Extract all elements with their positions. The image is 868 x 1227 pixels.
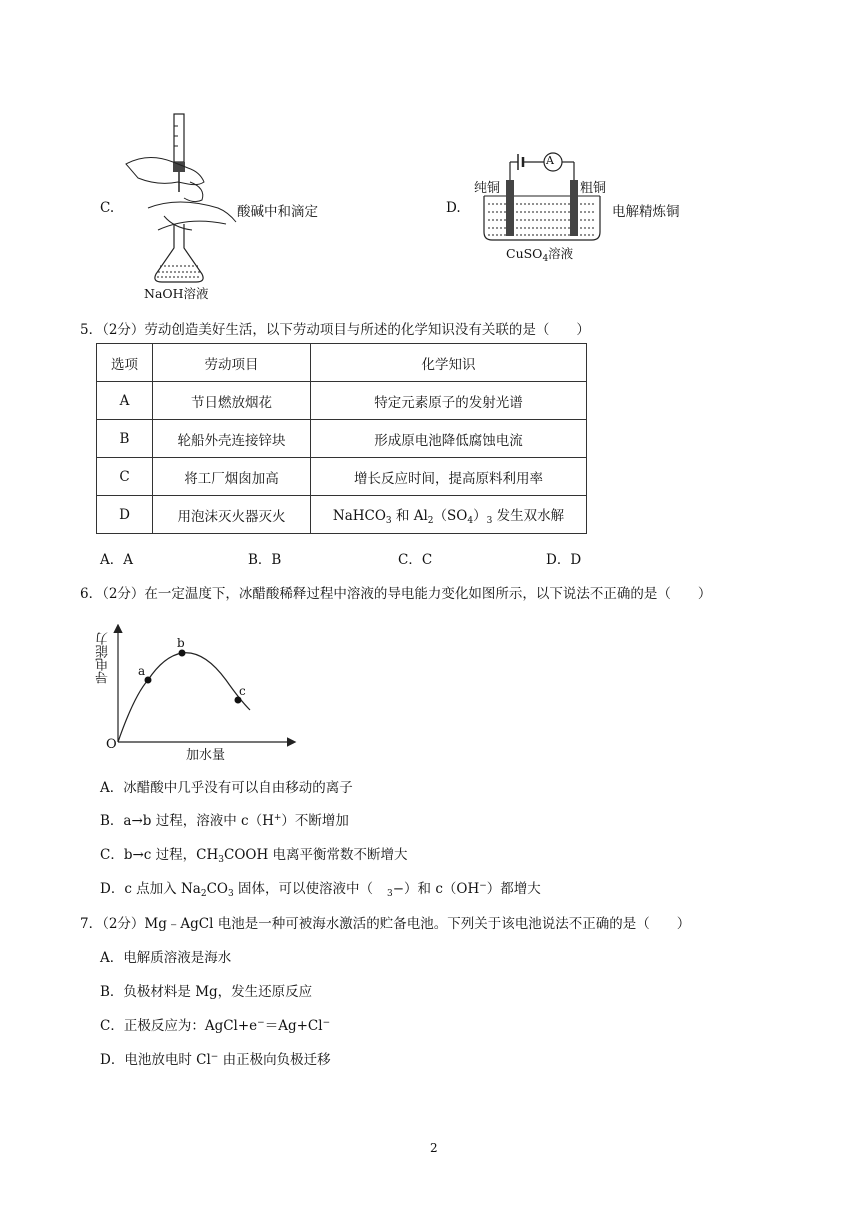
table-header-cell: 选项 — [97, 344, 153, 382]
q5-stem: 5．（2分）劳动创造美好生活，以下劳动项目与所述的化学知识没有关联的是（ ） — [80, 322, 590, 338]
point-a — [145, 677, 152, 684]
q4-option-c-caption: 酸碱中和滴定 — [237, 204, 318, 220]
q5-answer-a: A．A — [100, 552, 133, 568]
point-a-label: a — [138, 664, 146, 678]
table-row — [97, 420, 587, 458]
flask-label: NaOH溶液 — [144, 286, 209, 301]
y-axis-label: 导电能力 — [96, 632, 111, 684]
q6-option-a: A．冰醋酸中几乎没有可以自由移动的离子 — [100, 780, 353, 796]
conductivity-graph — [100, 624, 300, 764]
q4-option-c-letter: C. — [100, 200, 115, 216]
point-b — [179, 650, 186, 657]
q5-answer-c: C．C — [398, 552, 433, 568]
table-row — [97, 458, 587, 496]
q6-option-d: D．c 点加入 $Na_2CO_3$ 固体，可以使溶液中（ $_3$−）和 c（OH−）都增大 — [100, 881, 541, 899]
table-cell-activity: 用泡沫灭火器灭火 — [153, 496, 311, 534]
table-row — [97, 496, 587, 534]
q6-option-b: B．a→b 过程，溶液中 c（H+）不断增加 — [100, 813, 349, 829]
q4-option-d-caption: 电解精炼铜 — [612, 204, 680, 220]
table-header-cell: 化学知识 — [311, 344, 587, 382]
titration-apparatus-illustration — [118, 112, 238, 302]
table-cell-knowledge: 特定元素原子的发射光谱 — [311, 382, 587, 420]
q5-answer-b: B．B — [248, 552, 282, 568]
solution-label: CuSO$_4$溶液 — [506, 246, 574, 264]
table-cell-activity: 节日燃放烟花 — [153, 382, 311, 420]
q7-option-b: B．负极材料是 Mg，发生还原反应 — [100, 984, 313, 1000]
table-header-row — [97, 344, 587, 382]
table-cell-knowledge: NaHCO$_3$ 和 $Al_2(SO_4)_3$ 发生双水解 — [311, 496, 587, 534]
q5-table — [96, 343, 587, 534]
q7-stem: 7．（2分）Mg﹣AgCl 电池是一种可被海水激活的贮备电池。下列关于该电池说法不正确的是（ ） — [80, 916, 691, 932]
q7-option-d: D．电池放电时 Cl− 由正极向负极迁移 — [100, 1052, 331, 1068]
table-cell-option: D — [97, 496, 153, 534]
q6-option-c: C．b→c 过程，$CH_3COOH$ 电离平衡常数不断增大 — [100, 847, 408, 865]
table-cell-knowledge: 形成原电池降低腐蚀电流 — [311, 420, 587, 458]
q5-answer-d: D．D — [546, 552, 582, 568]
point-b-label: b — [177, 636, 185, 650]
right-electrode-label: 粗铜 — [580, 181, 607, 196]
x-axis-label: 加水量 — [186, 748, 226, 763]
q4-option-d-letter: D. — [446, 200, 461, 216]
ammeter-label: A — [546, 154, 554, 167]
origin-label: O — [106, 737, 117, 752]
q6-stem: 6．（2分）在一定温度下，冰醋酸稀释过程中溶液的导电能力变化如图所示，以下说法不正确的是（ ） — [80, 586, 712, 602]
table-cell-activity: 将工厂烟囱加高 — [153, 458, 311, 496]
table-cell-activity: 轮船外壳连接锌块 — [153, 420, 311, 458]
q7-option-a: A．电解质溶液是海水 — [100, 950, 232, 966]
table-cell-option: B — [97, 420, 153, 458]
page-number: 2 — [430, 1141, 438, 1155]
point-c-label: c — [239, 684, 246, 698]
table-cell-option: A — [97, 382, 153, 420]
table-cell-knowledge: 增长反应时间，提高原料利用率 — [311, 458, 587, 496]
q7-option-c: C．正极反应为：AgCl+e−＝Ag+Cl− — [100, 1018, 331, 1034]
table-cell-option: C — [97, 458, 153, 496]
table-row — [97, 382, 587, 420]
left-electrode-label: 纯铜 — [474, 181, 501, 196]
table-header-cell: 劳动项目 — [153, 344, 311, 382]
